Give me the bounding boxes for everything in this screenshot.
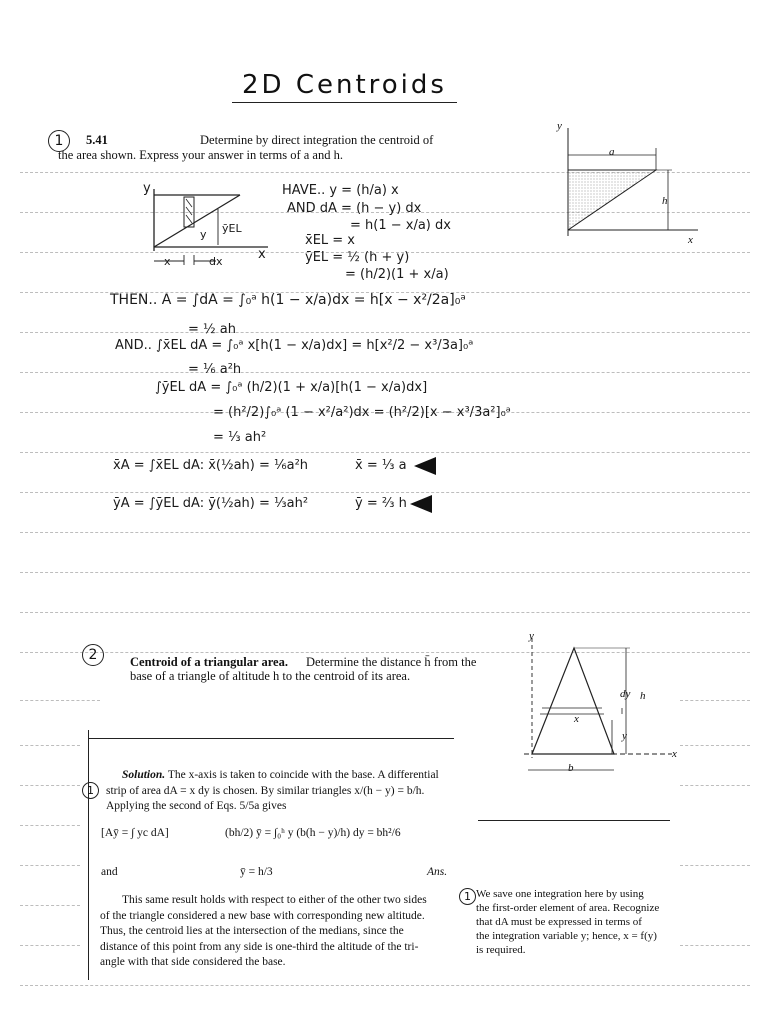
note-line-4: the integration variable y; hence, x = f(y) — [476, 930, 657, 942]
problem1-fig-a-label: a — [609, 146, 615, 158]
problem2-fig-h-label: h — [640, 690, 646, 702]
equation-result: ȳ = h/3 — [240, 866, 273, 878]
para-line-5: angle with that side considered the base. — [100, 956, 286, 968]
sketch-y-label: y — [143, 181, 151, 196]
problem1-fig-x-label: x — [688, 234, 693, 246]
problem1-figure — [548, 118, 708, 248]
solution-left-rule — [88, 730, 89, 980]
problem2-figure — [510, 630, 690, 775]
work-xbar-eq: x̄A = ∫x̄EL dA: x̄(½ah) = ⅙a²h — [113, 458, 309, 473]
note-line-1: We save one integration here by using — [476, 888, 644, 900]
problem2-fig-x-inner-label: x — [574, 713, 579, 725]
para-line-4: distance of this point from any side is one-third the altitude of the tri- — [100, 940, 419, 953]
work-ybar-eq: ȳA = ∫ȳEL dA: ȳ(½ah) = ⅓ah² — [113, 496, 309, 511]
ruled-line — [680, 945, 750, 946]
ruled-line — [20, 700, 100, 701]
sketch-x-label: x — [258, 247, 266, 262]
ruled-line — [20, 905, 80, 906]
work-xbar: x̄ = ⅓ a — [355, 458, 407, 473]
equation-body: (bh/2) ȳ = ∫₀ʰ y (b(h − y)/h) dy = bh²/6 — [225, 827, 401, 839]
answer-arrow-icon — [414, 457, 436, 475]
ruled-line — [20, 785, 80, 786]
sketch-x-dim-label: x — [164, 255, 171, 268]
work-my2: = (h²/2)∫₀ᵃ (1 − x²/a²)dx = (h²/2)[x − x³/3a²]₀ᵃ — [213, 405, 511, 420]
ruled-line — [20, 492, 750, 493]
problem1-statement-1: Determine by direct integration the centroid of — [200, 133, 434, 147]
ruled-line — [20, 452, 750, 453]
solution-line-2: strip of area dA = x dy is chosen. By similar triangles x/(h − y) = b/h. — [106, 784, 425, 797]
problem1-number: 5.41 — [86, 133, 108, 147]
sketch-dx-label: dx — [209, 255, 223, 268]
note-top-rule — [478, 820, 670, 821]
note-line-5: is required. — [476, 944, 526, 956]
para-line-2: of the triangle considered a new base with corresponding new altitude. — [100, 909, 425, 922]
work-my: ∫ȳEL dA = ∫₀ᵃ (h/2)(1 + x/a)[h(1 − x/a)dx] — [155, 380, 428, 395]
problem2-fig-y-label: y — [529, 630, 534, 642]
solution-marker: 1 — [82, 779, 99, 799]
solution-block — [106, 768, 456, 815]
ruled-line — [20, 985, 750, 986]
answer-label: Ans. — [427, 866, 448, 878]
work-yel2: = (h/2)(1 + x/a) — [345, 267, 449, 282]
work-and1: AND dA = (h − y) dx — [287, 201, 422, 216]
problem1-fig-y-label: y — [557, 120, 562, 132]
work-then: THEN.. A = ∫dA = ∫₀ᵃ h(1 − x/a)dx = h[x − x²/2a]₀ᵃ — [110, 292, 466, 308]
equation-label: [Aȳ = ∫ yc dA] — [101, 827, 169, 839]
note-line-2: the first-order element of area. Recognize — [476, 902, 660, 914]
work-have: HAVE.. y = (h/a) x — [282, 183, 399, 198]
problem2-fig-y-inner-label: y — [622, 730, 627, 742]
sketch-yel-label: ȳEL — [222, 222, 242, 235]
problem2-fig-b-label: b — [568, 762, 574, 774]
problem2-statement-1: Determine the distance h̄ from the — [306, 655, 477, 669]
problem2-fig-x-label: x — [672, 748, 677, 760]
para-line-3: Thus, the centroid lies at the intersection of the medians, since the — [100, 925, 404, 937]
side-note — [476, 887, 676, 957]
ruled-line — [20, 532, 750, 533]
ruled-line — [20, 332, 750, 333]
work-xel: x̄EL = x — [305, 233, 356, 248]
sketch-y-small-label: y — [200, 228, 207, 241]
solution-line-1: The x-axis is taken to coincide with the base. A differential — [167, 769, 439, 781]
work-and2: = h(1 − x/a) dx — [350, 218, 451, 233]
work-and3: AND.. ∫x̄EL dA = ∫₀ᵃ x[h(1 − x/a)dx] = h[x²/2 − x³/3a]₀ᵃ — [115, 338, 474, 353]
problem2-heading: Centroid of a triangular area. — [130, 655, 288, 669]
answer-arrow-icon — [410, 495, 432, 513]
solution-label: Solution. — [122, 769, 166, 781]
work-ybar: ȳ = ⅔ h — [355, 496, 407, 511]
para-line-1: This same result holds with respect to either of the other two sides — [122, 894, 427, 906]
ruled-line — [680, 700, 750, 701]
ruled-line — [20, 865, 80, 866]
solution-line-3: Applying the second of Eqs. 5/5a gives — [106, 800, 287, 812]
work-my3: = ⅓ ah² — [213, 430, 267, 445]
ruled-line — [680, 865, 750, 866]
solution-top-rule — [88, 738, 454, 739]
ruled-line — [20, 825, 80, 826]
ruled-line — [20, 945, 80, 946]
work-mx: = ⅙ a²h — [188, 362, 242, 377]
ruled-line — [20, 372, 750, 373]
and-label: and — [101, 866, 118, 878]
work-area: = ½ ah — [188, 322, 236, 337]
note-line-3: that dA must be expressed in terms of — [476, 916, 642, 928]
work-yel: ȳEL = ½ (h + y) — [305, 250, 410, 265]
ruled-line — [20, 612, 750, 613]
problem2-fig-dy-label: dy — [620, 688, 631, 700]
problem1-statement-2: the area shown. Express your answer in terms of a and h. — [58, 148, 343, 162]
page-title: 2D Centroids — [232, 70, 457, 103]
ruled-line — [20, 745, 80, 746]
solution-paragraph — [100, 893, 454, 971]
problem1-fig-h-label: h — [662, 195, 668, 207]
ruled-line — [20, 572, 750, 573]
problem1-marker: 1 — [48, 130, 70, 152]
ruled-line — [680, 785, 750, 786]
ruled-line — [680, 745, 750, 746]
problem2-statement-2: base of a triangle of altitude h to the centroid of its area. — [130, 669, 411, 683]
note-marker: 1 — [459, 885, 476, 905]
problem2-marker: 2 — [82, 644, 104, 666]
